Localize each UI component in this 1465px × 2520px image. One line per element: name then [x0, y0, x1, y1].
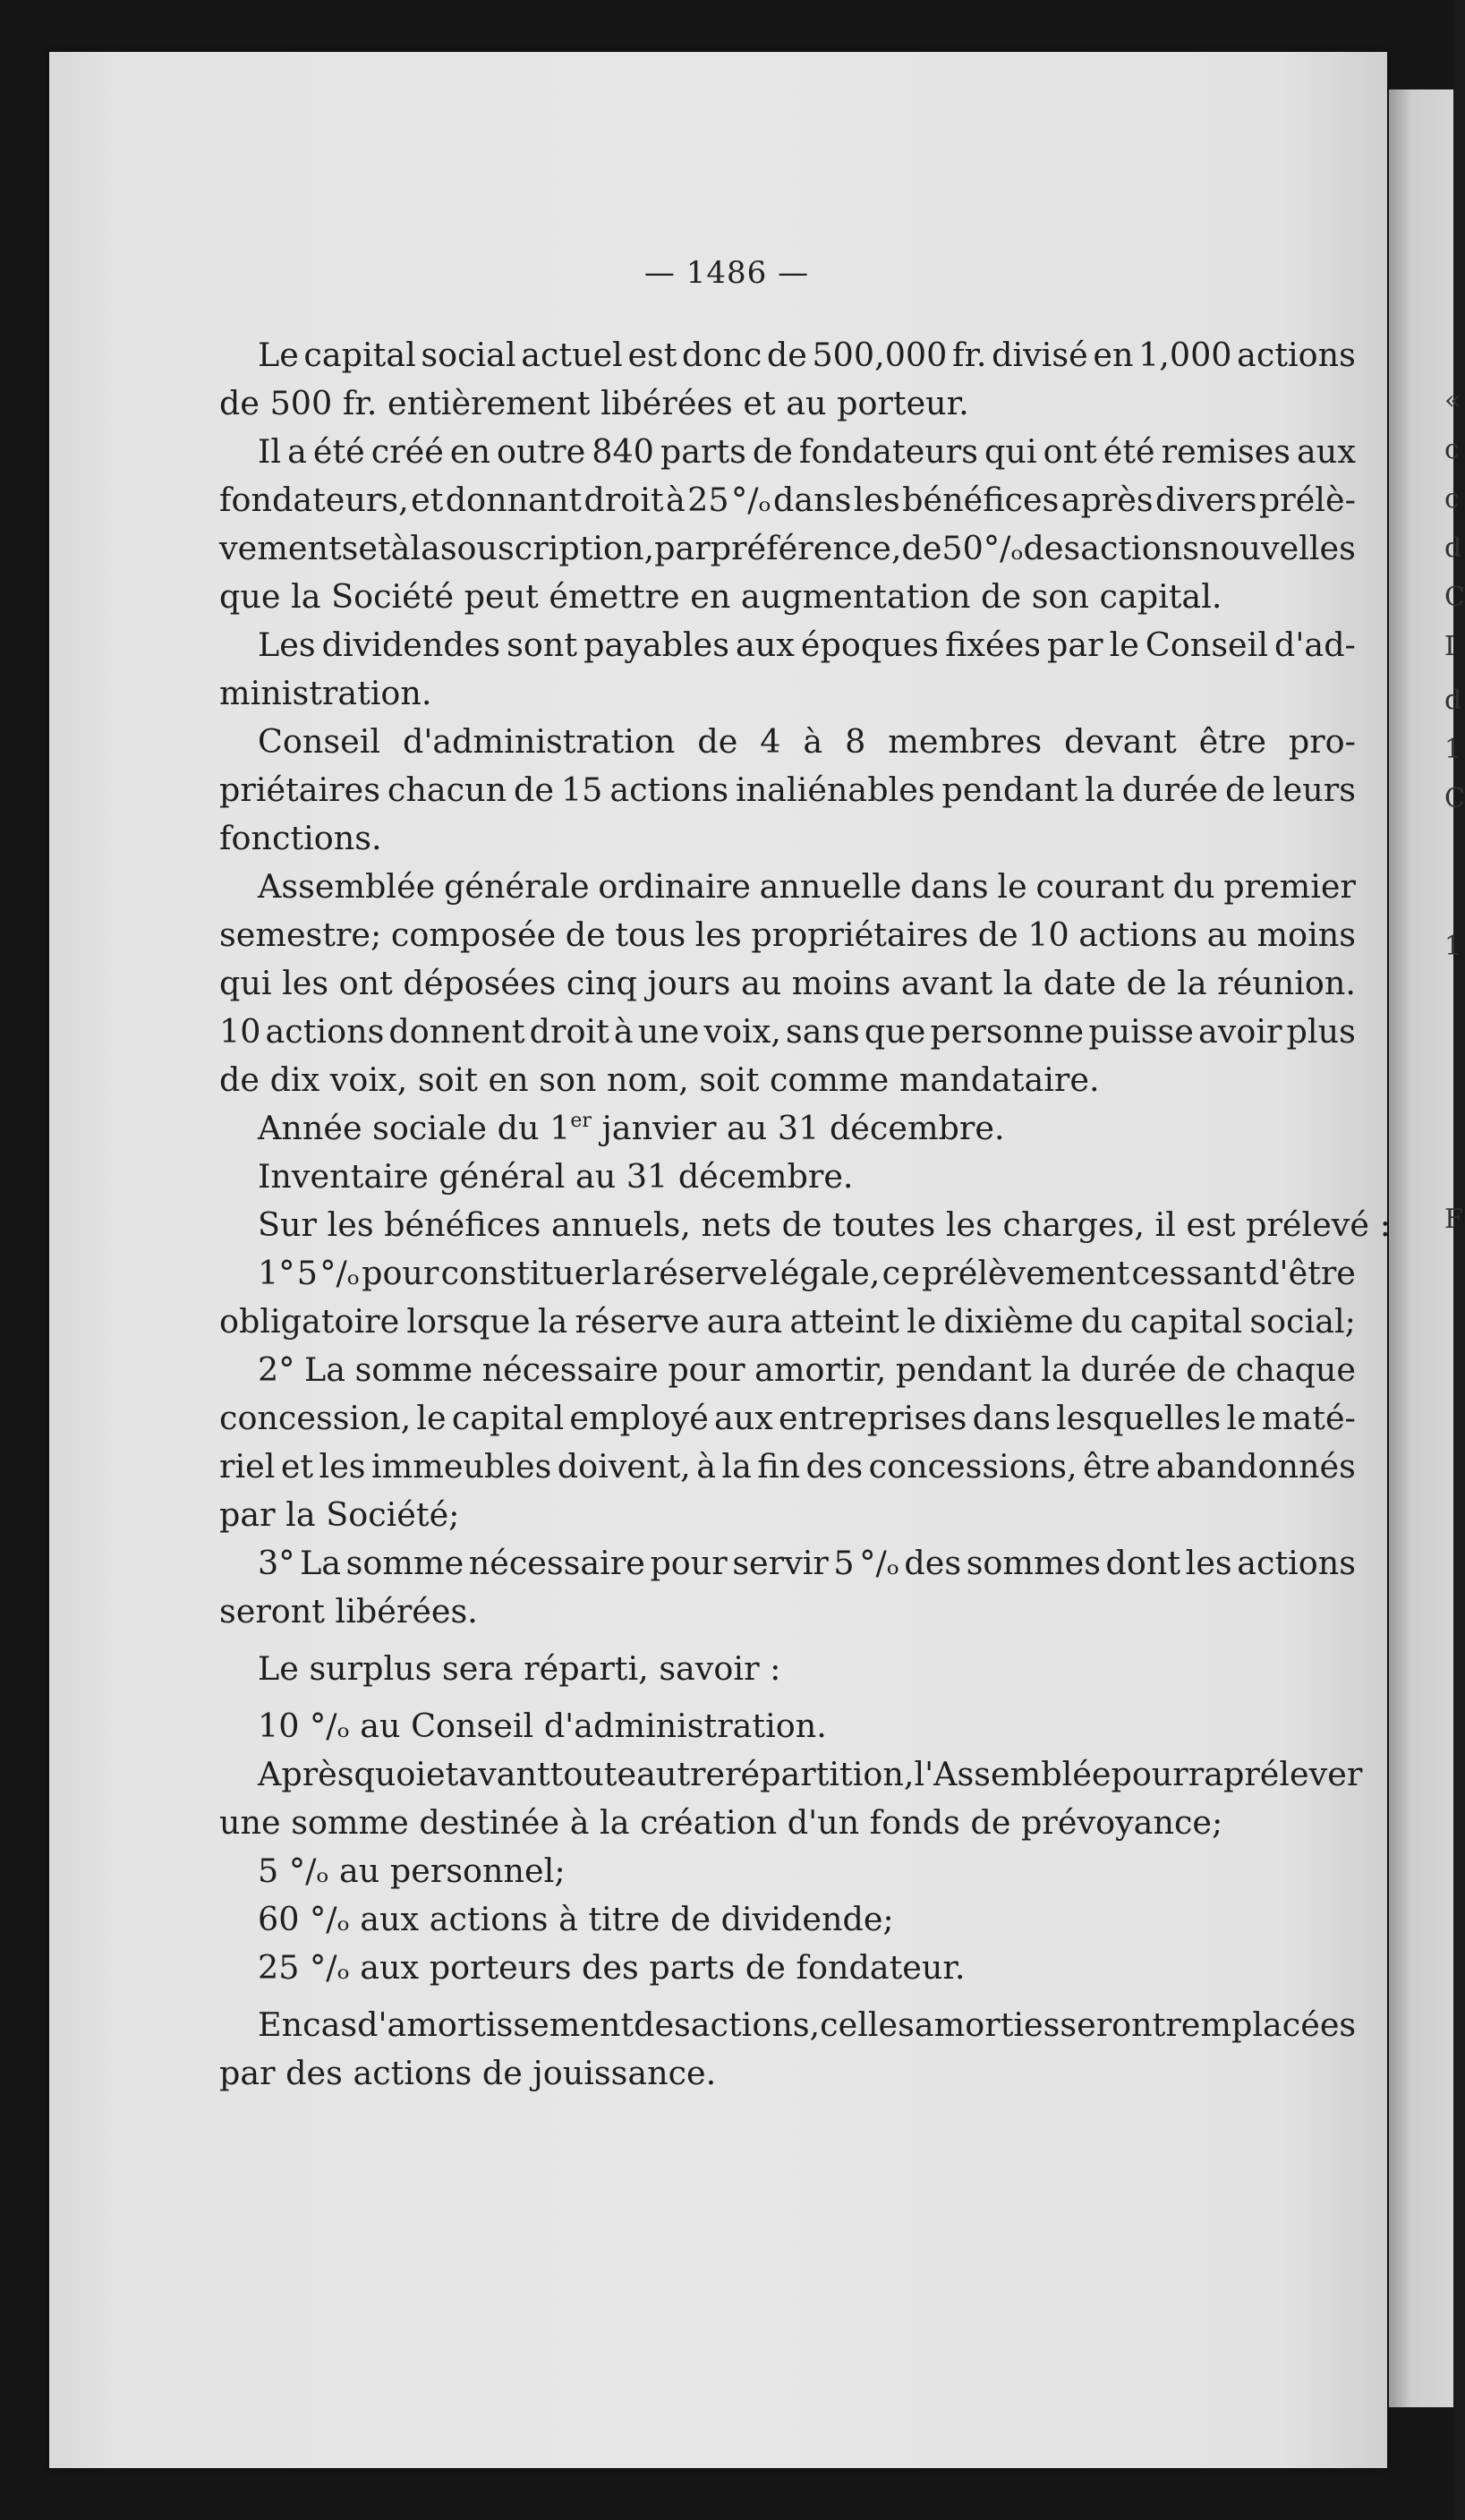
edge-glyph: I	[1444, 631, 1455, 662]
edge-glyph: d	[1444, 685, 1462, 716]
edge-glyph: d	[1444, 532, 1462, 564]
text-line: 1° 5 °/ₒ pour constituer la réserve légale, ce prélèvement cessant d'être	[258, 1254, 1356, 1292]
text-line: fonctions.	[219, 819, 382, 857]
text-line: 5 °/ₒ au personnel;	[258, 1852, 566, 1890]
text-line: Inventaire général au 31 décembre.	[258, 1157, 854, 1196]
text-line: Après quoi et avant toute autre répartition, l'Assemblée pourra prélever	[258, 1755, 1363, 1793]
text-line: vements et à la souscription, par préférence, de 50 °/ₒ des actions nouvelles	[219, 529, 1356, 567]
text-line: 10 °/ₒ au Conseil d'administration.	[258, 1707, 827, 1745]
text-line: 25 °/ₒ aux porteurs des parts de fondateur.	[258, 1948, 966, 1987]
edge-glyph: C	[1444, 783, 1465, 814]
text-line: Le capital social actuel est donc de 500,000 fr. divisé en 1,000 actions	[258, 336, 1356, 374]
edge-glyph: 1	[1444, 734, 1462, 765]
text-line: Conseil d'administration de 4 à 8 membres devant être pro-	[258, 722, 1356, 761]
text-line: par la Société;	[219, 1495, 460, 1534]
text-line: par des actions de jouissance.	[219, 2054, 717, 2092]
text-line: 3° La somme nécessaire pour servir 5 °/ₒ des sommes dont les actions	[258, 1544, 1356, 1582]
text-line: de dix voix, soit en son nom, soit comme mandataire.	[219, 1060, 1100, 1099]
edge-glyph: C	[1444, 582, 1465, 613]
text-line: Année sociale du 1er janvier au 31 décembre.	[258, 1109, 1005, 1147]
text-line: qui les ont déposées cinq jours au moins avant la date de la réunion.	[219, 964, 1356, 1002]
adjacent-page-edge	[1389, 89, 1465, 2407]
page-number: — 1486 —	[643, 255, 810, 291]
text-line: concession, le capital employé aux entreprises dans lesquelles le maté-	[219, 1399, 1356, 1437]
text-line: Sur les bénéfices annuels, nets de toutes les charges, il est prélevé :	[258, 1205, 1391, 1244]
text-line: riel et les immeubles doivent, à la fin des concessions, être abandonnés	[219, 1447, 1356, 1486]
edge-glyph: «	[1444, 385, 1461, 416]
text-line: de 500 fr. entièrement libérées et au porteur.	[219, 384, 969, 422]
edge-glyph: 1	[1444, 931, 1462, 962]
edge-glyph: c	[1444, 483, 1460, 515]
text-line: En cas d'amortissement des actions, celles amorties seront remplacées	[258, 2005, 1357, 2044]
text-line: fondateurs, et donnant droit à 25 °/ₒ dans les bénéfices après divers prélè-	[219, 481, 1356, 519]
text-line: 2° La somme nécessaire pour amortir, pendant la durée de chaque	[258, 1350, 1356, 1389]
edge-glyph: F	[1444, 1204, 1463, 1235]
text-line: 60 °/ₒ aux actions à titre de dividende;	[258, 1900, 894, 1938]
text-line: Le surplus sera réparti, savoir :	[258, 1649, 781, 1688]
edge-glyph: c	[1444, 434, 1460, 465]
body-text	[219, 331, 1391, 2098]
text-line: Assemblée générale ordinaire annuelle dans le courant du premier	[258, 867, 1356, 906]
text-line: obligatoire lorsque la réserve aura atteint le dixième du capital social;	[219, 1302, 1356, 1341]
text-line: priétaires chacun de 15 actions inaliénables pendant la durée de leurs	[219, 770, 1356, 809]
text-line: Les dividendes sont payables aux époques fixées par le Conseil d'ad-	[258, 626, 1356, 664]
text-line: une somme destinée à la création d'un fonds de prévoyance;	[219, 1803, 1223, 1842]
text-line: seront libérées.	[219, 1592, 478, 1630]
text-line: ministration.	[219, 674, 432, 712]
text-line: que la Société peut émettre en augmentation de son capital.	[219, 577, 1222, 616]
text-line: Il a été créé en outre 840 parts de fondateurs qui ont été remises aux	[258, 432, 1356, 471]
text-line: semestre; composée de tous les propriétaires de 10 actions au moins	[219, 915, 1356, 954]
text-line: 10 actions donnent droit à une voix, sans que personne puisse avoir plus	[219, 1012, 1356, 1051]
